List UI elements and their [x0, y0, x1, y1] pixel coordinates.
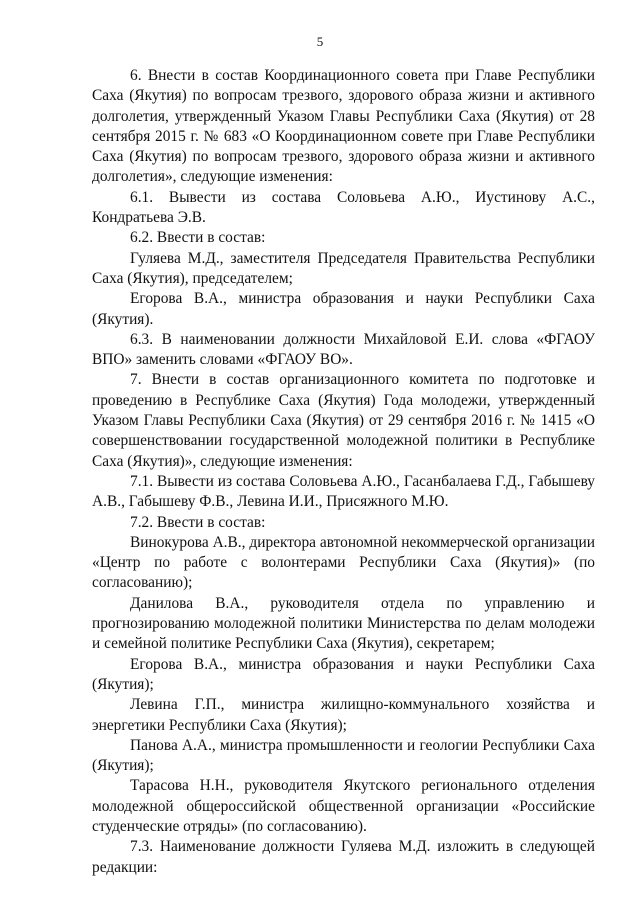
appointee-gulyaev: Гуляева М.Д., заместителя Председателя Правительства Республики Саха (Якутия), председателем;: [92, 249, 595, 287]
page-number: 5: [316, 34, 324, 49]
appointee-egorov-7: Егорова В.А., министра образования и науки Республики Саха (Якутия);: [92, 655, 595, 693]
paragraph-6-2: 6.2. Ввести в состав:: [130, 229, 266, 247]
appointee-danilov: Данилова В.А., руководителя отдела по управлению и прогнозированию молодежной политики Министерства по делам молодежи и семейной политике Республики Саха (Якутия), секретарем;: [92, 594, 595, 653]
paragraph-6-1: 6.1. Вывести из состава Соловьева А.Ю., Иустинову А.С., Кондратьева Э.В.: [92, 188, 595, 227]
appointee-panov: Панова А.А., министра промышленности и геологии Республики Саха (Якутия);: [92, 736, 595, 775]
document-body: [92, 66, 595, 878]
paragraph-7-1: 7.1. Вывести из состава Соловьева А.Ю., Гасанбалаева Г.Д., Габышеву А.В., Габышеву Ф.В., Левина И.И., Присяжного М.Ю.: [92, 472, 595, 511]
paragraph-7-2: 7.2. Ввести в состав:: [130, 513, 266, 531]
appointee-levin: Левина Г.П., министра жилищно-коммунального хозяйства и энергетики Республики Саха (Якутия);: [92, 696, 595, 734]
paragraph-7-3: 7.3. Наименование должности Гуляева М.Д. изложить в следующей редакции:: [92, 838, 595, 876]
paragraph-7: 7. Внести в состав организационного комитета по подготовке и проведению в Республике Саха (Якутия) Года молодежи, утвержденный Указом Главы Республики Саха (Якутия) от 29 сентября 2016 г. № 1415 «О совершенствовании государственной молодежной политики в Республике Саха (Якутия)», следующие изменения:: [92, 371, 595, 470]
appointee-tarasov: Тарасова Н.Н., руководителя Якутского регионального отделения молодежной общероссийской общественной организации «Российские студенческие отряды» (по согласованию).: [92, 777, 595, 835]
appointee-vinokurov: Винокурова А.В., директора автономной некоммерческой организации «Центр по работе с волонтерами Республики Саха (Якутия)» (по согласованию);: [92, 533, 595, 592]
appointee-egorov-6: Егорова В.А., министра образования и науки Республики Саха (Якутия).: [92, 290, 595, 328]
paragraph-6: 6. Внести в состав Координационного совета при Главе Республики Саха (Якутия) по вопросам трезвого, здорового образа жизни и активного долголетия, утвержденный Указом Главы Республики Саха (Якутия) от 28 сентября 2015 г. № 683 «О Координационном совете при Главе Республики Саха (Якутия) по вопросам трезвого, здорового образа жизни и активного долголетия», следующие изменения:: [92, 67, 595, 186]
paragraph-6-3: 6.3. В наименовании должности Михайловой Е.И. слова «ФГАОУ ВПО» заменить словами «ФГАОУ ВО».: [92, 330, 595, 369]
